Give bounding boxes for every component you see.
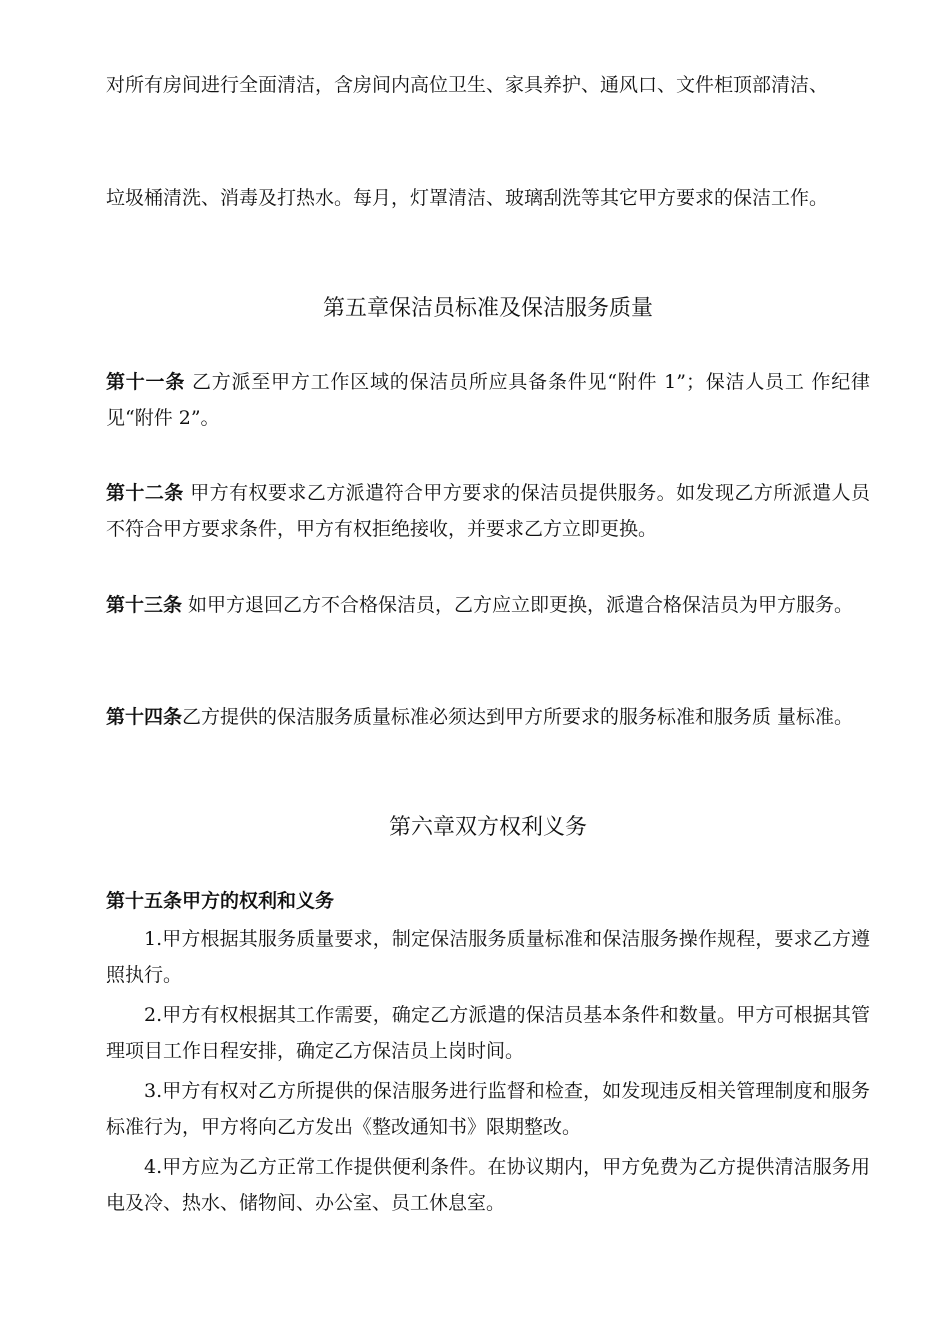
article-15-item-3: 3.甲方有权对乙方所提供的保洁服务进行监督和检查，如发现违反相关管理制度和服务标准行为，甲方将向乙方发出《整改通知书》限期整改。	[106, 1080, 870, 1138]
article-11-body: 乙方派至甲方工作区域的保洁员所应具备条件见“附件 1”；保洁人员工 作纪律见“附件 2”。	[106, 371, 870, 429]
article-11-head: 第十一条	[106, 371, 186, 393]
article-11	[106, 364, 870, 436]
article-14-body: 乙方提供的保洁服务质量标准必须达到甲方所要求的服务标准和服务质 量标准。	[182, 706, 854, 728]
chapter-6-title: 第六章双方权利义务	[388, 815, 587, 840]
article-13-body: 如甲方退回乙方不合格保洁员，乙方应立即更换，派遣合格保洁员为甲方服务。	[182, 594, 854, 616]
article-13-head: 第十三条	[106, 594, 183, 616]
document-page	[106, 0, 870, 1344]
paragraph-cleaning-scope: 对所有房间进行全面清洁，含房间内高位卫生、家具养护、通风口、文件柜顶部清洁、	[106, 74, 829, 96]
article-12-body: 甲方有权要求乙方派遣符合甲方要求的保洁员提供服务。如发现乙方所派遣人员不符合甲方要求条件，甲方有权拒绝接收，并要求乙方立即更换。	[106, 482, 870, 540]
paragraph-cleaning-monthly: 垃圾桶清洗、消毒及打热水。每月，灯罩清洁、玻璃刮洗等其它甲方要求的保洁工作。	[106, 187, 829, 209]
article-14	[106, 699, 870, 735]
article-15-item-1: 1.甲方根据其服务质量要求，制定保洁服务质量标准和保洁服务操作规程，要求乙方遵照执行。	[106, 928, 870, 986]
article-14-head: 第十四条	[106, 706, 183, 728]
article-15-item-2: 2.甲方有权根据其工作需要，确定乙方派遣的保洁员基本条件和数量。甲方可根据其管理项目工作日程安排，确定乙方保洁员上岗时间。	[106, 1004, 870, 1062]
article-15-head: 第十五条甲方的权利和义务	[106, 890, 335, 912]
article-13	[106, 587, 870, 623]
chapter-5-title: 第五章保洁员标准及保洁服务质量	[322, 296, 653, 321]
article-12-head: 第十二条	[106, 482, 184, 504]
article-12	[106, 475, 870, 547]
article-15-item-4: 4.甲方应为乙方正常工作提供便利条件。在协议期内，甲方免费为乙方提供清洁服务用电及冷、热水、储物间、办公室、员工休息室。	[106, 1156, 870, 1214]
